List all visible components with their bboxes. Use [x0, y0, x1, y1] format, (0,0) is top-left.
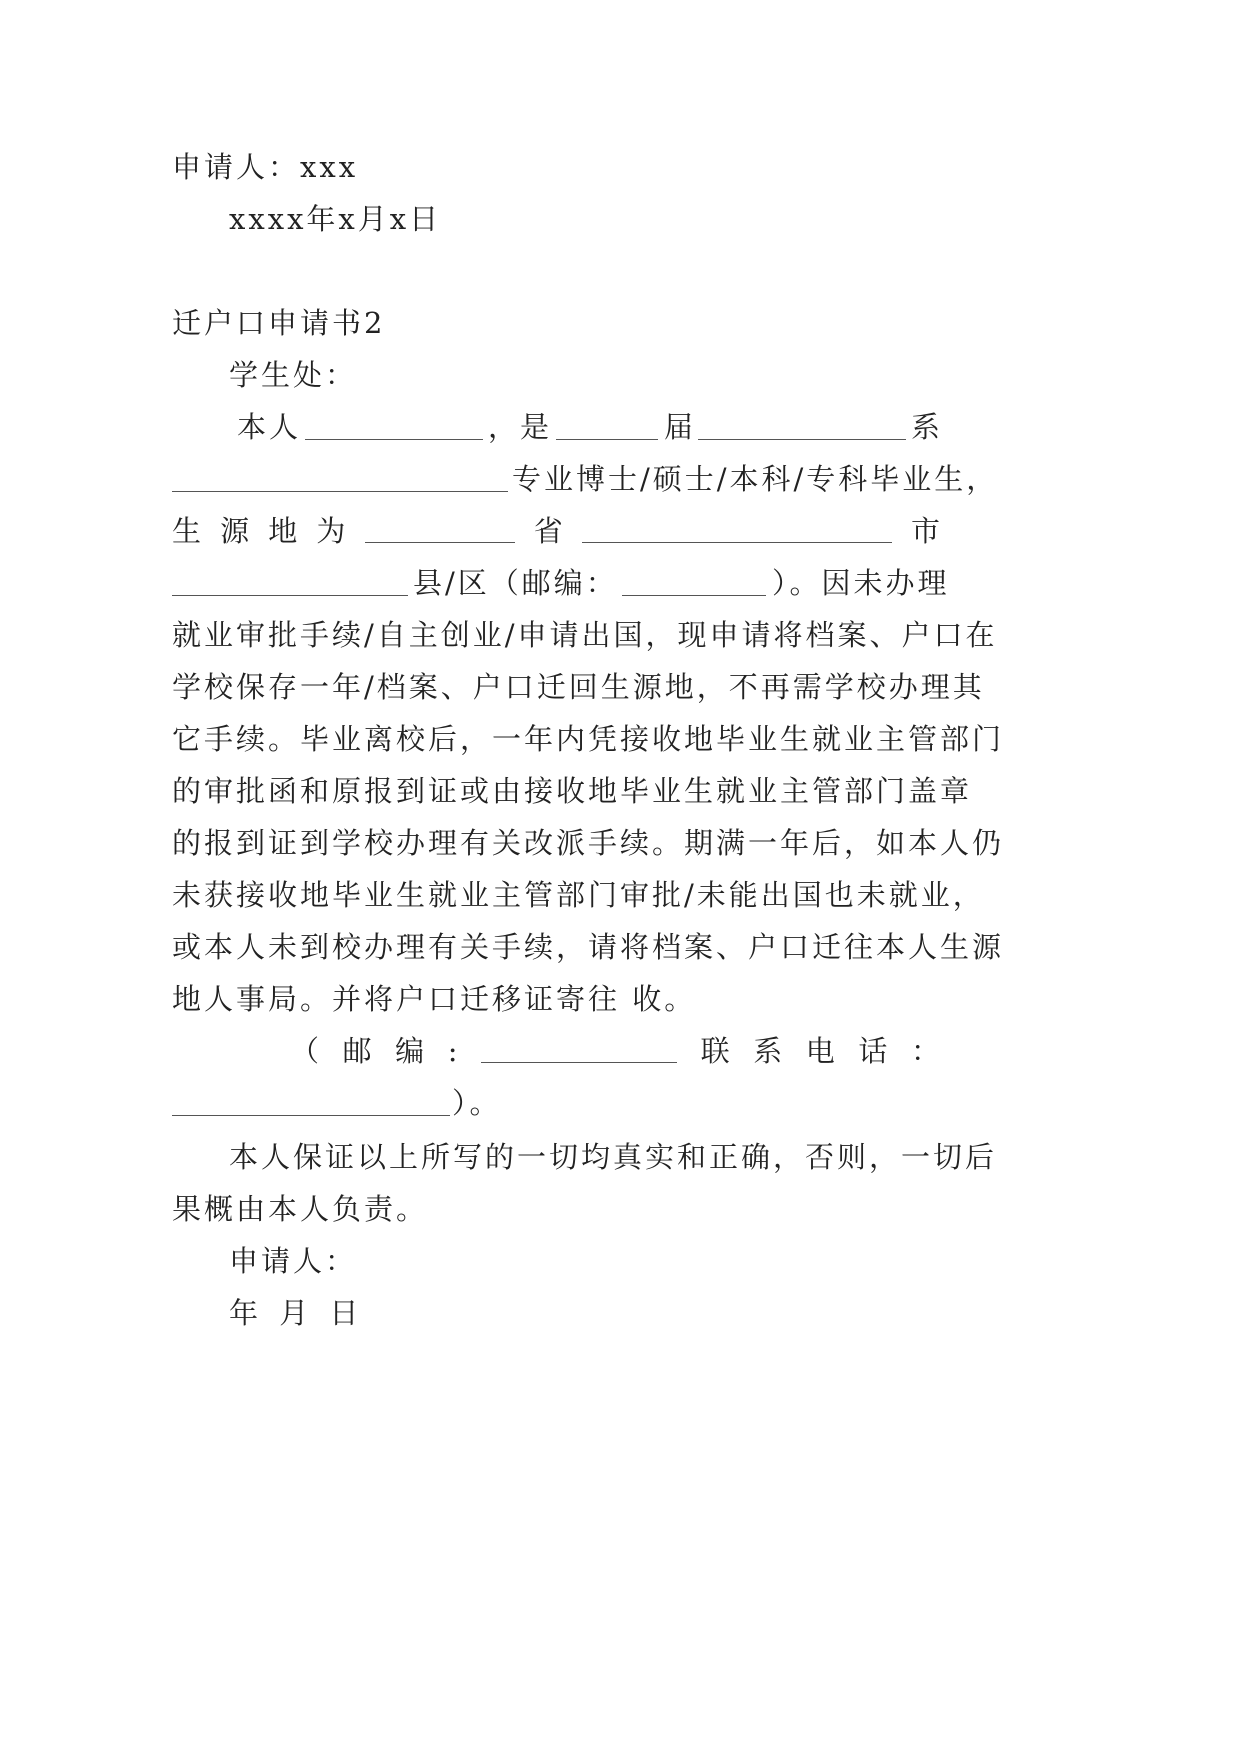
contact-line	[290, 1031, 940, 1071]
line1-label-c: 届	[664, 410, 697, 444]
blank-phone	[172, 1093, 450, 1116]
body-line: 或本人未到校办理有关手续，请将档案、户口迁往本人生源	[172, 930, 1005, 964]
line4-label-a: 县/区（邮编：	[413, 566, 618, 600]
line3-label-d: 为	[316, 514, 346, 548]
line1-label-a: 本人	[237, 410, 302, 444]
contact-label-g: 电	[805, 1034, 835, 1068]
body-line: 地人事局。并将户口迁移证寄往 收。	[172, 982, 697, 1016]
line3-label-c: 地	[268, 514, 298, 548]
line3-label-e: 省	[533, 514, 563, 548]
sign-date: 年 月 日	[229, 1296, 365, 1330]
blank-city	[582, 520, 892, 543]
body-line: 的报到证到学校办理有关改派手续。期满一年后，如本人仍	[172, 826, 1005, 860]
line3-label-a: 生	[172, 514, 202, 548]
blank-name	[305, 417, 483, 440]
contact-label-i: ：	[910, 1034, 940, 1068]
top-applicant: 申请人：xxx	[172, 150, 359, 184]
blank-county	[172, 573, 408, 596]
line1-label-d: 系	[911, 410, 944, 444]
contact-open-paren: （	[290, 1034, 320, 1068]
body-line: 就业审批手续/自主创业/申请出国，现申请将档案、户口在	[172, 618, 998, 652]
contact-label-h: 话	[858, 1034, 888, 1068]
line1-label-b: ，是	[488, 410, 553, 444]
contact-label-f: 系	[753, 1034, 783, 1068]
blank-postcode	[622, 573, 766, 596]
guarantee-line: 本人保证以上所写的一切均真实和正确，否则，一切后	[229, 1140, 998, 1174]
line3-label-b: 源	[220, 514, 250, 548]
salutation: 学生处：	[229, 358, 358, 392]
body-line: 学校保存一年/档案、户口迁回生源地，不再需学校办理其	[172, 670, 985, 704]
guarantee-line: 果概由本人负责。	[172, 1192, 429, 1226]
body-line: 它手续。毕业离校后，一年内凭接收地毕业生就业主管部门	[172, 722, 1005, 756]
letter-title: 迁户口申请书2	[172, 306, 386, 340]
line3-label-f: 市	[910, 514, 940, 548]
line2-text: 专业博士/硕士/本科/专科毕业生，	[512, 462, 999, 496]
top-date: xxxx年x月x日	[229, 202, 442, 236]
line3-origin	[172, 511, 940, 551]
contact-label-b: 邮	[342, 1034, 372, 1068]
body-line: 未获接收地毕业生就业主管部门审批/未能出国也未就业，	[172, 878, 985, 912]
body-line: 的审批函和原报到证或由接收地毕业生就业主管部门盖章	[172, 774, 973, 808]
contact-end: ）。	[452, 1086, 502, 1120]
contact-label-d: :	[447, 1034, 458, 1068]
line4-label-b: ）。因未办理	[772, 566, 950, 600]
blank-contact-postcode	[481, 1040, 677, 1063]
blank-province	[365, 520, 515, 543]
contact-label-e: 联	[700, 1034, 730, 1068]
blank-department	[698, 417, 906, 440]
blank-major	[172, 469, 508, 492]
sign-applicant: 申请人：	[229, 1244, 358, 1278]
blank-year	[556, 417, 658, 440]
contact-label-c: 编	[395, 1034, 425, 1068]
